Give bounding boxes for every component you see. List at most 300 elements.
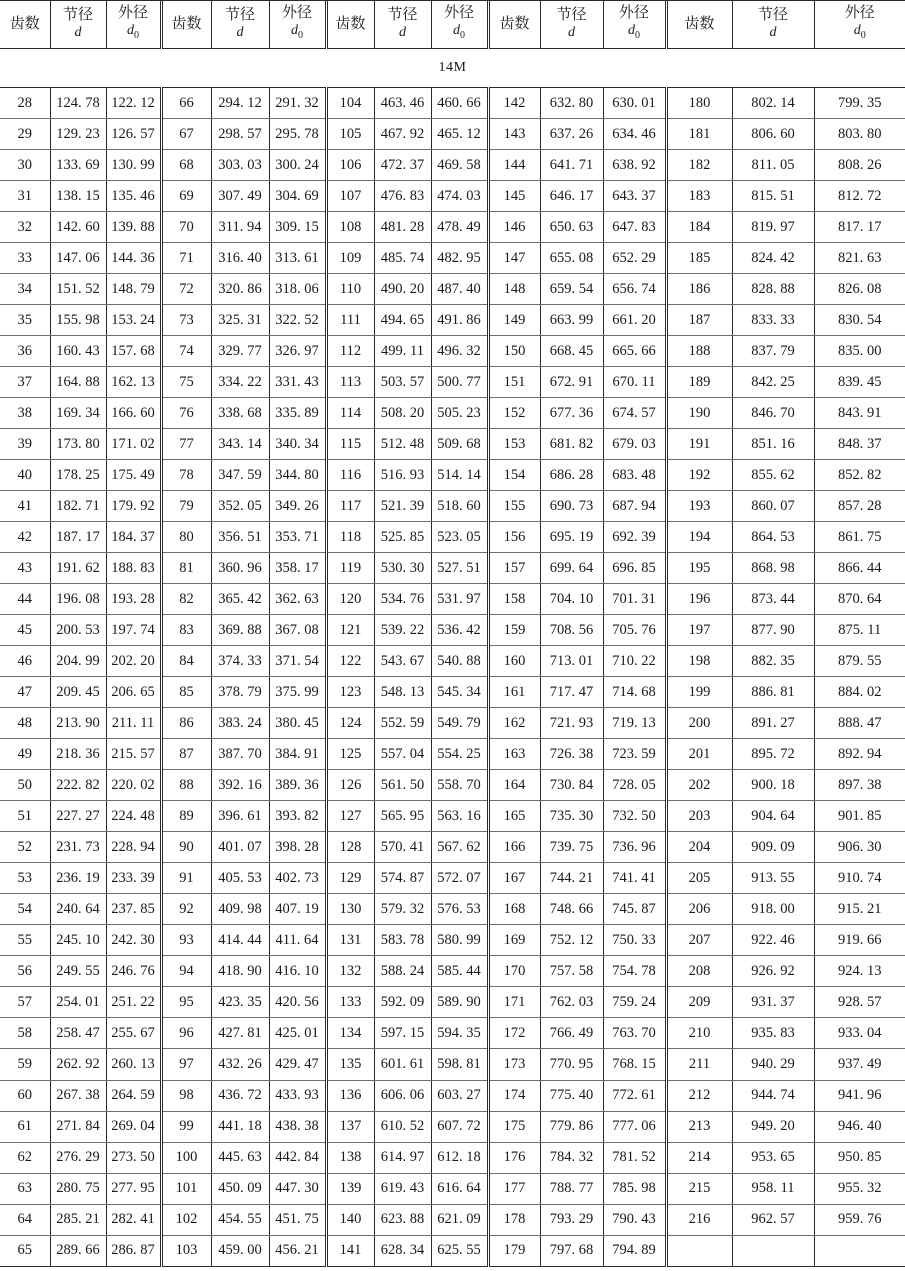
table-cell: 785. 98 [603, 1173, 666, 1204]
table-row [0, 584, 905, 615]
table-row [0, 677, 905, 708]
table-cell: 732. 50 [603, 801, 666, 832]
table-cell: 120 [326, 584, 374, 615]
table-cell: 63 [0, 1173, 50, 1204]
table-cell: 340. 34 [269, 429, 326, 460]
table-cell: 441. 18 [211, 1111, 269, 1142]
table-cell: 924. 13 [814, 956, 905, 987]
table-cell: 848. 37 [814, 429, 905, 460]
header-label: 节径 [387, 7, 418, 23]
header-cell [106, 0, 161, 49]
table-cell: 175. 49 [106, 460, 161, 491]
table-cell: 152 [488, 398, 540, 429]
table-cell: 494. 65 [374, 305, 431, 336]
table-cell: 51 [0, 801, 50, 832]
table-cell: 490. 20 [374, 274, 431, 305]
table-cell: 628. 34 [374, 1235, 431, 1266]
table-cell: 325. 31 [211, 305, 269, 336]
table-cell: 35 [0, 305, 50, 336]
table-cell: 36 [0, 336, 50, 367]
table-cell: 104 [326, 88, 374, 119]
table-cell: 445. 63 [211, 1142, 269, 1173]
table-cell: 630. 01 [603, 88, 666, 119]
header-label: 齿数 [335, 15, 366, 32]
table-cell: 362. 63 [269, 584, 326, 615]
table-cell: 699. 64 [540, 553, 603, 584]
table-cell: 31 [0, 181, 50, 212]
table-cell: 262. 92 [50, 1049, 106, 1080]
table-cell: 469. 58 [431, 150, 488, 181]
table-cell: 61 [0, 1111, 50, 1142]
table-cell: 567. 62 [431, 832, 488, 863]
header-symbol [270, 22, 325, 44]
table-cell: 456. 21 [269, 1235, 326, 1266]
table-cell: 393. 82 [269, 801, 326, 832]
table-cell: 414. 44 [211, 925, 269, 956]
table-cell: 105 [326, 119, 374, 150]
table-cell: 892. 94 [814, 739, 905, 770]
table-cell: 97 [161, 1049, 211, 1080]
table-cell: 193 [666, 491, 732, 522]
table-cell: 946. 40 [814, 1111, 905, 1142]
table-cell: 111 [326, 305, 374, 336]
table-cell: 710. 22 [603, 646, 666, 677]
table-cell: 151. 52 [50, 274, 106, 305]
table-cell: 904. 64 [732, 801, 814, 832]
table-cell: 175 [488, 1111, 540, 1142]
table-cell: 565. 95 [374, 801, 431, 832]
table-cell: 717. 47 [540, 677, 603, 708]
table-cell: 467. 92 [374, 119, 431, 150]
table-cell: 875. 11 [814, 615, 905, 646]
table-cell: 481. 28 [374, 212, 431, 243]
table-cell: 153. 24 [106, 305, 161, 336]
table-cell: 228. 94 [106, 832, 161, 863]
table-cell: 576. 53 [431, 894, 488, 925]
table-cell: 476. 83 [374, 181, 431, 212]
table-cell: 204 [666, 832, 732, 863]
table-cell: 242. 30 [106, 925, 161, 956]
table-cell: 201 [666, 739, 732, 770]
table-cell: 356. 51 [211, 522, 269, 553]
table-cell: 282. 41 [106, 1204, 161, 1235]
table-cell: 144. 36 [106, 243, 161, 274]
table-cell: 191. 62 [50, 553, 106, 584]
table-cell: 40 [0, 460, 50, 491]
table-cell: 39 [0, 429, 50, 460]
table-cell: 405. 53 [211, 863, 269, 894]
table-cell: 162 [488, 708, 540, 739]
table-cell: 273. 50 [106, 1142, 161, 1173]
table-cell: 790. 43 [603, 1204, 666, 1235]
table-cell: 839. 45 [814, 367, 905, 398]
table-cell: 135. 46 [106, 181, 161, 212]
table-cell: 161 [488, 677, 540, 708]
table-cell: 650. 63 [540, 212, 603, 243]
table-cell: 81 [161, 553, 211, 584]
table-cell: 118 [326, 522, 374, 553]
table-row [0, 367, 905, 398]
table-row [0, 1235, 905, 1266]
table-cell: 808. 26 [814, 150, 905, 181]
table-cell: 418. 90 [211, 956, 269, 987]
table-cell: 196. 08 [50, 584, 106, 615]
table-row [0, 305, 905, 336]
header-symbol [51, 24, 106, 41]
table-cell: 632. 80 [540, 88, 603, 119]
table-cell: 851. 16 [732, 429, 814, 460]
table-cell: 331. 43 [269, 367, 326, 398]
table-cell: 191 [666, 429, 732, 460]
table-cell: 411. 64 [269, 925, 326, 956]
table-cell: 246. 76 [106, 956, 161, 987]
table-row [0, 553, 905, 584]
header-row [0, 0, 905, 49]
table-cell: 423. 35 [211, 987, 269, 1018]
table-cell: 552. 59 [374, 708, 431, 739]
table-cell: 387. 70 [211, 739, 269, 770]
table-cell: 344. 80 [269, 460, 326, 491]
table-row [0, 770, 905, 801]
table-cell: 365. 42 [211, 584, 269, 615]
table-cell: 687. 94 [603, 491, 666, 522]
table-cell: 322. 52 [269, 305, 326, 336]
header-label: 外径 [844, 4, 875, 21]
table-cell: 159 [488, 615, 540, 646]
table-cell: 429. 47 [269, 1049, 326, 1080]
table-cell: 148 [488, 274, 540, 305]
table-cell: 77 [161, 429, 211, 460]
table-cell: 775. 40 [540, 1080, 603, 1111]
table-cell: 165 [488, 801, 540, 832]
table-cell: 72 [161, 274, 211, 305]
table-cell: 37 [0, 367, 50, 398]
table-cell: 757. 58 [540, 956, 603, 987]
table-cell: 298. 57 [211, 119, 269, 150]
table-cell: 178 [488, 1204, 540, 1235]
table-cell: 249. 55 [50, 956, 106, 987]
table-cell: 313. 61 [269, 243, 326, 274]
table-cell: 291. 32 [269, 88, 326, 119]
table-cell: 211 [666, 1049, 732, 1080]
table-cell: 830. 54 [814, 305, 905, 336]
table-cell: 759. 24 [603, 987, 666, 1018]
table-cell: 683. 48 [603, 460, 666, 491]
table-cell: 202. 20 [106, 646, 161, 677]
table-cell: 574. 87 [374, 863, 431, 894]
table-cell: 80 [161, 522, 211, 553]
table-cell: 121 [326, 615, 374, 646]
table-cell: 180 [666, 88, 732, 119]
table-cell: 108 [326, 212, 374, 243]
table-cell: 181 [666, 119, 732, 150]
table-cell: 384. 91 [269, 739, 326, 770]
section-row [0, 49, 905, 88]
header-symbol [733, 24, 814, 41]
table-cell: 557. 04 [374, 739, 431, 770]
table-cell: 672. 91 [540, 367, 603, 398]
table-cell: 76 [161, 398, 211, 429]
table-cell: 60 [0, 1080, 50, 1111]
table-cell: 173. 80 [50, 429, 106, 460]
table-cell: 316. 40 [211, 243, 269, 274]
table-cell: 110 [326, 274, 374, 305]
table-cell: 352. 05 [211, 491, 269, 522]
table-cell: 861. 75 [814, 522, 905, 553]
table-cell: 93 [161, 925, 211, 956]
table-cell: 122. 12 [106, 88, 161, 119]
table-cell: 750. 33 [603, 925, 666, 956]
table-cell: 367. 08 [269, 615, 326, 646]
table-cell: 326. 97 [269, 336, 326, 367]
table-cell: 85 [161, 677, 211, 708]
table-cell: 124. 78 [50, 88, 106, 119]
table-cell: 57 [0, 987, 50, 1018]
table-cell: 307. 49 [211, 181, 269, 212]
table-cell: 55 [0, 925, 50, 956]
table-cell: 206. 65 [106, 677, 161, 708]
table-cell: 681. 82 [540, 429, 603, 460]
table-cell: 843. 91 [814, 398, 905, 429]
table-cell: 277. 95 [106, 1173, 161, 1204]
table-cell: 320. 86 [211, 274, 269, 305]
table-cell: 215. 57 [106, 739, 161, 770]
table-cell: 721. 93 [540, 708, 603, 739]
table-row [0, 212, 905, 243]
header-symbol-letter: d [127, 22, 134, 38]
table-cell: 89 [161, 801, 211, 832]
table-cell: 318. 06 [269, 274, 326, 305]
table-cell: 329. 77 [211, 336, 269, 367]
table-cell: 762. 03 [540, 987, 603, 1018]
table-cell: 454. 55 [211, 1204, 269, 1235]
table-cell: 166. 60 [106, 398, 161, 429]
header-symbol [604, 22, 665, 44]
table-cell: 163 [488, 739, 540, 770]
table-cell: 794. 89 [603, 1235, 666, 1266]
table-cell: 112 [326, 336, 374, 367]
table-cell: 770. 95 [540, 1049, 603, 1080]
table-cell: 155. 98 [50, 305, 106, 336]
header-cell [374, 0, 431, 49]
table-cell: 210 [666, 1018, 732, 1049]
table-cell: 220. 02 [106, 770, 161, 801]
table-cell: 833. 33 [732, 305, 814, 336]
table-cell: 173 [488, 1049, 540, 1080]
table-row [0, 1142, 905, 1173]
table-cell: 512. 48 [374, 429, 431, 460]
table-cell: 227. 27 [50, 801, 106, 832]
table-cell: 170 [488, 956, 540, 987]
table-cell: 50 [0, 770, 50, 801]
header-symbol-letter: d [236, 25, 244, 40]
table-cell: 150 [488, 336, 540, 367]
table-cell: 349. 26 [269, 491, 326, 522]
table-cell: 500. 77 [431, 367, 488, 398]
table-row [0, 863, 905, 894]
table-cell: 194 [666, 522, 732, 553]
table-cell: 516. 93 [374, 460, 431, 491]
table-cell: 811. 05 [732, 150, 814, 181]
header-cell [732, 0, 814, 49]
table-cell: 88 [161, 770, 211, 801]
table-cell: 135 [326, 1049, 374, 1080]
table-row [0, 460, 905, 491]
table-cell: 70 [161, 212, 211, 243]
table-cell: 534. 76 [374, 584, 431, 615]
table-cell: 156 [488, 522, 540, 553]
table-cell: 389. 36 [269, 770, 326, 801]
table-cell: 766. 49 [540, 1018, 603, 1049]
section-label: 14M [0, 49, 905, 88]
table-cell: 398. 28 [269, 832, 326, 863]
table-cell: 592. 09 [374, 987, 431, 1018]
table-cell: 160 [488, 646, 540, 677]
table-cell: 663. 99 [540, 305, 603, 336]
table-cell: 821. 63 [814, 243, 905, 274]
table-cell: 189 [666, 367, 732, 398]
table-cell: 603. 27 [431, 1080, 488, 1111]
table-cell: 748. 66 [540, 894, 603, 925]
header-cell [211, 0, 269, 49]
table-cell: 886. 81 [732, 677, 814, 708]
table-cell: 478. 49 [431, 212, 488, 243]
table-cell: 224. 48 [106, 801, 161, 832]
table-cell: 74 [161, 336, 211, 367]
table-cell: 245. 10 [50, 925, 106, 956]
header-symbol-letter: d [74, 25, 82, 40]
table-row [0, 1049, 905, 1080]
table-cell: 309. 15 [269, 212, 326, 243]
table-cell: 188 [666, 336, 732, 367]
table-cell: 745. 87 [603, 894, 666, 925]
table-cell: 128 [326, 832, 374, 863]
table-cell: 200 [666, 708, 732, 739]
table-cell: 380. 45 [269, 708, 326, 739]
table-cell: 126. 57 [106, 119, 161, 150]
table-cell: 129. 23 [50, 119, 106, 150]
table-cell: 543. 67 [374, 646, 431, 677]
header-label: 节径 [757, 7, 788, 23]
table-cell: 144 [488, 150, 540, 181]
table-cell: 129 [326, 863, 374, 894]
table-cell: 505. 23 [431, 398, 488, 429]
table-cell: 802. 14 [732, 88, 814, 119]
table-cell: 695. 19 [540, 522, 603, 553]
table-cell: 583. 78 [374, 925, 431, 956]
table-cell: 895. 72 [732, 739, 814, 770]
header-label: 外径 [117, 4, 148, 21]
table-cell: 43 [0, 553, 50, 584]
table-cell: 465. 12 [431, 119, 488, 150]
header-symbol [107, 22, 160, 44]
table-cell: 303. 03 [211, 150, 269, 181]
table-cell: 119 [326, 553, 374, 584]
table-cell: 634. 46 [603, 119, 666, 150]
table-cell: 114 [326, 398, 374, 429]
table-row [0, 522, 905, 553]
table-cell: 915. 21 [814, 894, 905, 925]
table-cell: 521. 39 [374, 491, 431, 522]
table-cell: 485. 74 [374, 243, 431, 274]
table-cell: 79 [161, 491, 211, 522]
table-cell: 752. 12 [540, 925, 603, 956]
table-cell: 33 [0, 243, 50, 274]
table-cell: 401. 07 [211, 832, 269, 863]
table-cell: 311. 94 [211, 212, 269, 243]
table-cell: 137 [326, 1111, 374, 1142]
header-cell [431, 0, 488, 49]
table-cell: 665. 66 [603, 336, 666, 367]
table-cell: 962. 57 [732, 1204, 814, 1235]
table-cell: 420. 56 [269, 987, 326, 1018]
table-cell: 819. 97 [732, 212, 814, 243]
table-cell: 71 [161, 243, 211, 274]
table-cell: 812. 72 [814, 181, 905, 212]
table-cell: 447. 30 [269, 1173, 326, 1204]
header-symbol-letter: d [568, 25, 575, 40]
table-cell: 67 [161, 119, 211, 150]
table-cell: 870. 64 [814, 584, 905, 615]
table-cell: 107 [326, 181, 374, 212]
table-row [0, 1111, 905, 1142]
table-cell: 540. 88 [431, 646, 488, 677]
table-row [0, 336, 905, 367]
table-cell: 103 [161, 1235, 211, 1266]
table-cell: 806. 60 [732, 119, 814, 150]
table-row [0, 398, 905, 429]
table-cell: 117 [326, 491, 374, 522]
table-cell: 338. 68 [211, 398, 269, 429]
table-cell: 56 [0, 956, 50, 987]
table-cell: 34 [0, 274, 50, 305]
table-cell: 143 [488, 119, 540, 150]
table-cell: 139. 88 [106, 212, 161, 243]
table-cell: 719. 13 [603, 708, 666, 739]
table-cell: 62 [0, 1142, 50, 1173]
table-cell: 213 [666, 1111, 732, 1142]
table-cell: 126 [326, 770, 374, 801]
header-symbol [541, 24, 603, 41]
table-cell: 570. 41 [374, 832, 431, 863]
header-cell [814, 0, 905, 49]
table-cell: 781. 52 [603, 1142, 666, 1173]
table-cell: 90 [161, 832, 211, 863]
table-cell: 83 [161, 615, 211, 646]
table-cell: 606. 06 [374, 1080, 431, 1111]
table-cell: 199 [666, 677, 732, 708]
table-cell: 828. 88 [732, 274, 814, 305]
table-cell: 192 [666, 460, 732, 491]
table-cell: 45 [0, 615, 50, 646]
table-cell: 169. 34 [50, 398, 106, 429]
table-cell: 799. 35 [814, 88, 905, 119]
table-cell: 897. 38 [814, 770, 905, 801]
table-cell: 842. 25 [732, 367, 814, 398]
table-cell: 561. 50 [374, 770, 431, 801]
table-cell: 360. 96 [211, 553, 269, 584]
table-cell: 375. 99 [269, 677, 326, 708]
table-cell: 212 [666, 1080, 732, 1111]
table-row [0, 1018, 905, 1049]
table-cell: 100 [161, 1142, 211, 1173]
table-cell: 65 [0, 1235, 50, 1266]
table-cell: 113 [326, 367, 374, 398]
table-cell: 216 [666, 1204, 732, 1235]
table-cell: 151 [488, 367, 540, 398]
table-cell: 123 [326, 677, 374, 708]
table-cell: 432. 26 [211, 1049, 269, 1080]
